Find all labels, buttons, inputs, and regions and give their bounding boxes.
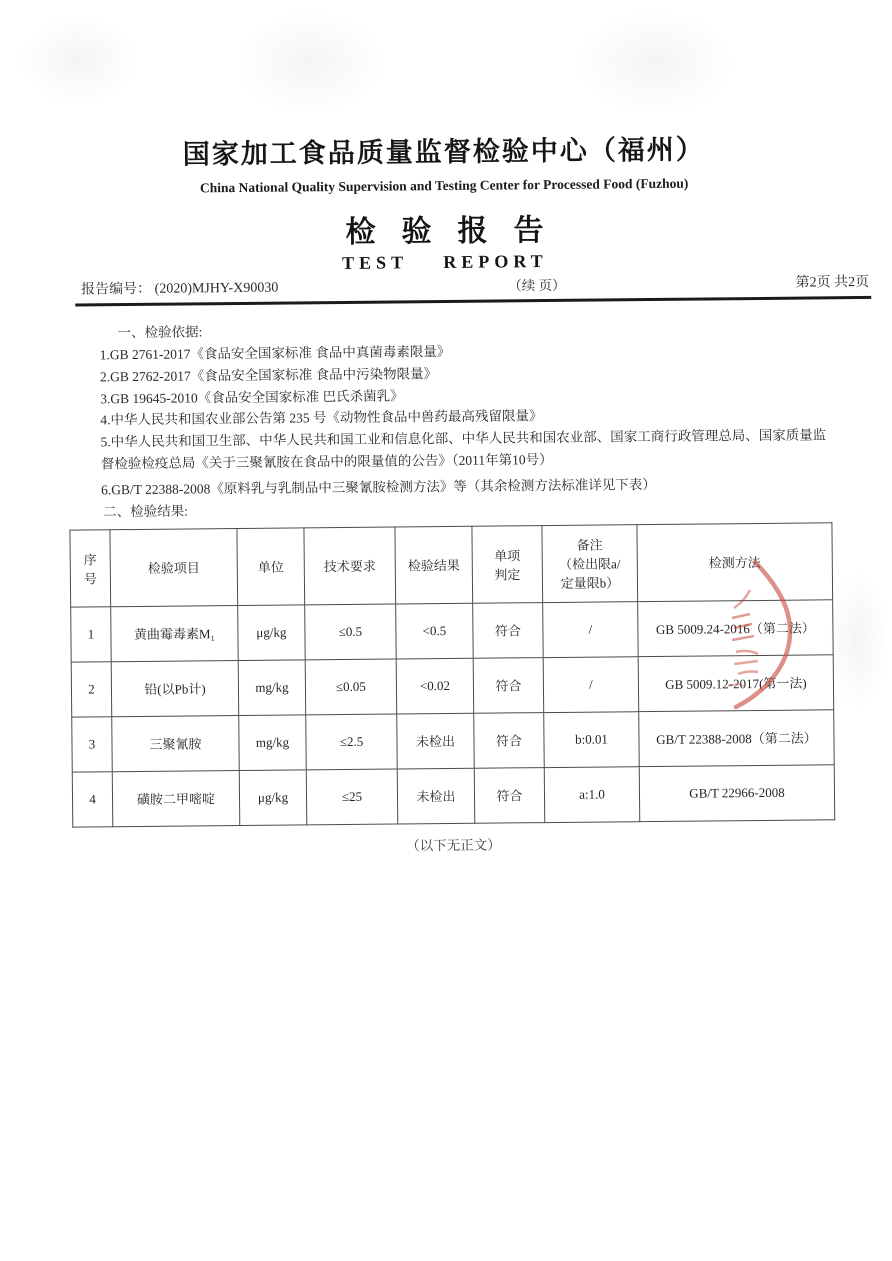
organization-name-en: China National Quality Supervision and Testing Center for Processed Food (Fuzhou) (199, 175, 689, 196)
cell-method: GB 5009.12-2017(第一法) (638, 655, 834, 712)
table-row (71, 600, 833, 662)
basis-item: 4.中华人民共和国农业部公告第 235 号《动物性食品中兽药最高残留限量》 (100, 408, 543, 428)
basis-item: 3.GB 19645-2010《食品安全国家标准 巴氏杀菌乳》 (100, 387, 404, 406)
cell-requirement: ≤2.5 (306, 714, 398, 770)
cell-note: a:1.0 (544, 766, 640, 822)
results-table (69, 522, 835, 827)
cell-unit: μg/kg (239, 770, 307, 826)
cell-item: 磺胺二甲嘧啶 (112, 770, 240, 826)
header-cell-no: 序 号 (70, 529, 111, 606)
report-title-cn: 检验报告 (345, 213, 570, 249)
cell-unit: μg/kg (238, 605, 306, 661)
report-body-text (99, 315, 833, 523)
basis-item: 5.中华人民共和国卫生部、中华人民共和国工业和信息化部、中华人民共和国农业部、国家工商行政管理总局、国家质量监督检验检疫总局《关于三聚氰胺在食品中的限量值的公告》（2011年第10号） (100, 427, 827, 472)
end-of-text-note: （以下无正文） (406, 837, 501, 854)
cell-requirement: ≤0.05 (305, 659, 397, 715)
cell-result: <0.5 (396, 603, 474, 659)
header-cell-result: 检验结果 (395, 526, 473, 604)
cell-method: GB 5009.24-2016（第二法） (638, 600, 834, 657)
header-cell-judgement: 单项 判定 (472, 525, 543, 603)
header-cell-method: 检测方法 (637, 523, 833, 602)
cell-result: 未检出 (397, 713, 475, 769)
table-row (71, 655, 833, 717)
cell-judgement: 符合 (473, 602, 544, 658)
cell-item: 三聚氰胺 (112, 715, 240, 771)
report-number (81, 277, 278, 299)
header-cell-note: 备注 （检出限a/ 定量限b） (542, 524, 638, 602)
cell-result: 未检出 (397, 768, 475, 824)
basis-item: 2.GB 2762-2017《食品安全国家标准 食品中污染物限量》 (99, 365, 438, 385)
table-row (72, 710, 834, 772)
continuation-note: （续 页） (508, 277, 566, 294)
cell-item: 铅(以Pb计) (111, 660, 239, 716)
cell-result: <0.02 (396, 658, 474, 714)
header-cell-unit: 单位 (237, 528, 305, 606)
cell-unit: mg/kg (238, 660, 306, 716)
cell-method: GB/T 22388-2008（第二法） (639, 710, 835, 767)
cell-unit: mg/kg (239, 715, 307, 771)
cell-no: 4 (72, 771, 113, 826)
report-number-value: (2020)MJHY-X90030 (154, 280, 279, 297)
cell-no: 2 (71, 661, 112, 716)
cell-item: 黄曲霉毒素M₁ (111, 605, 239, 661)
header-cell-item: 检验项目 (110, 528, 238, 606)
basis-item: 1.GB 2761-2017《食品安全国家标准 食品中真菌毒素限量》 (99, 343, 451, 363)
cell-requirement: ≤25 (306, 769, 398, 825)
cell-judgement: 符合 (474, 767, 545, 823)
cell-judgement: 符合 (474, 712, 545, 768)
table-row (72, 765, 834, 827)
cell-note: / (543, 656, 639, 712)
header-divider (75, 296, 871, 307)
cell-requirement: ≤0.5 (305, 604, 397, 660)
organization-name-cn: 国家加工食品质量监督检验中心（福州） (182, 134, 705, 170)
cell-no: 3 (72, 716, 113, 771)
cell-judgement: 符合 (473, 657, 544, 713)
basis-item: 6.GB/T 22388-2008《原料乳与乳制品中三聚氰胺检测方法》等（其余检测方法标准详见下表） (100, 477, 656, 498)
page-indicator: 第2页 共2页 (795, 274, 870, 291)
report-header (0, 126, 891, 278)
basis-heading: 一、检验依据: (117, 324, 203, 341)
cell-no: 1 (71, 606, 112, 661)
results-heading: 二、检验结果: (103, 503, 189, 520)
cell-method: GB/T 22966-2008 (639, 765, 835, 822)
table-header-row (70, 523, 833, 607)
cell-note: b:0.01 (544, 711, 640, 767)
report-number-label: 报告编号： (81, 281, 152, 298)
cell-note: / (543, 601, 639, 657)
report-title-en: TEST REPORT (341, 251, 548, 273)
header-cell-requirement: 技术要求 (304, 527, 396, 605)
